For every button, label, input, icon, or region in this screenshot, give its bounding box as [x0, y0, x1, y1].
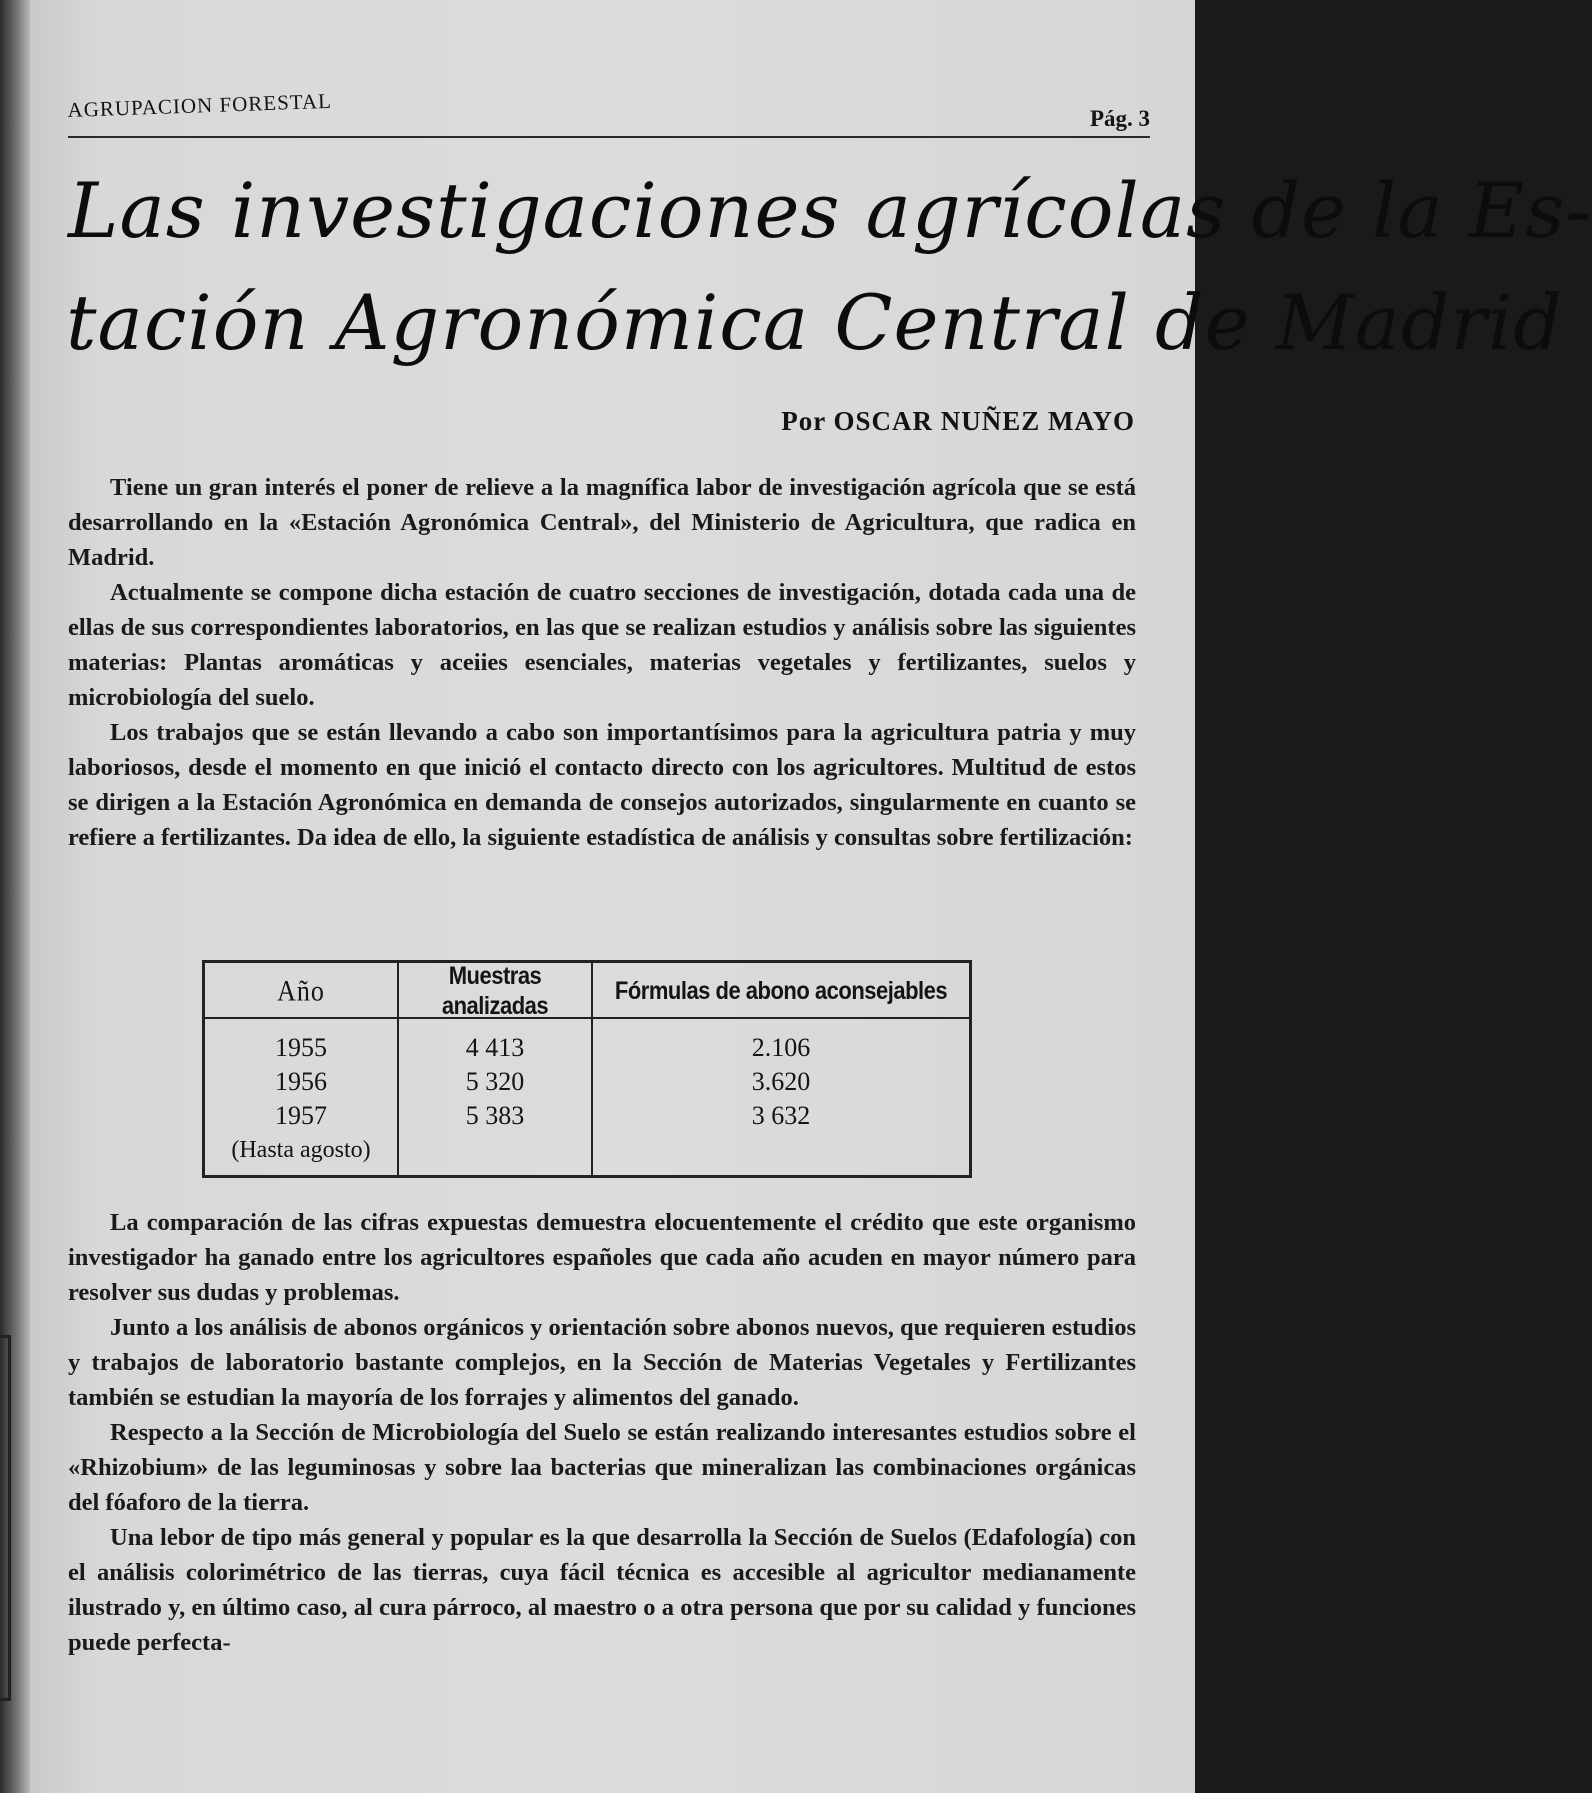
title-line-2: tación Agronómica Central de Madrid [66, 278, 1563, 367]
article-body-bottom [68, 1205, 1136, 1660]
column-header-year: Año [204, 957, 399, 1022]
title-line-1: Las investigaciones agrícolas de la Es- [68, 166, 1592, 255]
cell-note: (Hasta agosto) [231, 1136, 371, 1163]
header-rule [68, 136, 1150, 138]
table-row [204, 1018, 971, 1065]
running-header [67, 88, 1150, 142]
paragraph: La comparación de las cifras expuestas demuestra elocuentemente el crédito que este organismo investigador ha ganado entre los agricultores españoles que cada año acuden en mayor número para resolver sus dudas y problemas. [68, 1209, 1136, 1306]
document-page [30, 0, 1592, 1793]
paragraph: Actualmente se compone dicha estación de cuatro secciones de investigación, dotada cada una de ellas de sus correspondientes laboratorios, en las que se realizan estudios y análisis sobre las siguientes materias: Plantas aromáticas y aceiies esenciales, materias vegetales y fertilizantes, suelos y microbiología del suelo. [68, 579, 1136, 711]
cell-empty [398, 1133, 592, 1177]
author-byline: Por OSCAR NUÑEZ MAYO [781, 406, 1135, 436]
journal-name: AGRUPACION FORESTAL [67, 88, 333, 123]
fertilization-statistics-table [202, 960, 972, 1178]
page-number: Pág. 3 [1089, 106, 1150, 131]
cell-formulas: 2.106 [592, 1018, 971, 1065]
paragraph: Junto a los análisis de abonos orgánicos y orientación sobre abonos nuevos, que requieren estudios y trabajos de laboratorio bastante complejos, en la Sección de Materias Vegetales y Fertilizantes también se estudian la mayoría de los forrajes y alimentos del ganado. [68, 1314, 1136, 1411]
table-header-row [204, 962, 971, 1019]
cell-year: 1956 [275, 1067, 327, 1096]
cell-year: 1957 [275, 1101, 327, 1130]
table-row [204, 1065, 971, 1099]
table-row [204, 1099, 971, 1133]
cell-year: 1955 [275, 1033, 327, 1062]
margin-bracket [0, 1335, 11, 1701]
cell-samples: 5 383 [398, 1099, 592, 1133]
cell-formulas: 3.620 [592, 1065, 971, 1099]
cell-empty [592, 1133, 971, 1177]
article-body-top [68, 470, 1136, 855]
paragraph: Los trabajos que se están llevando a cabo son importantísimos para la agricultura patria y muy laboriosos, desde el momento en que inició el contacto directo con los agricultores. Multitud de estos se dirigen a la Estación Agronómica en demanda de consejos autorizados, singularmente en cuanto se refiere a fertilizantes. Da idea de ello, la siguiente estadística de análisis y consultas sobre fertilización: [68, 719, 1136, 851]
cell-samples: 4 413 [398, 1018, 592, 1065]
paragraph: Tiene un gran interés el poner de relieve a la magnífica labor de investigación agrícola que se está desarrollando en la «Estación Agronómica Central», del Ministerio de Agricultura, que radica en Madrid. [68, 474, 1136, 571]
paragraph: Una lebor de tipo más general y popular es la que desarrolla la Sección de Suelos (Edafología) con el análisis colorimétrico de las tierras, cuya fácil técnica es accesible al agricultor medianamente ilustrado y, en último caso, al cura párroco, al maestro o a otra persona que por su calidad y funciones puede perfecta- [68, 1524, 1136, 1656]
paragraph: Respecto a la Sección de Microbiología del Suelo se están realizando interesantes estudios sobre el «Rhizobium» de las leguminosas y sobre laa bacterias que mineralizan las combinaciones orgánicas del fóaforo de la tierra. [68, 1419, 1136, 1516]
table-row [204, 1133, 971, 1177]
cell-formulas: 3 632 [592, 1099, 971, 1133]
article-title [66, 155, 1592, 379]
column-header-samples: Muestras analizadas [398, 957, 592, 1022]
column-header-formulas: Fórmulas de abono aconsejables [592, 957, 971, 1022]
cell-samples: 5 320 [398, 1065, 592, 1099]
